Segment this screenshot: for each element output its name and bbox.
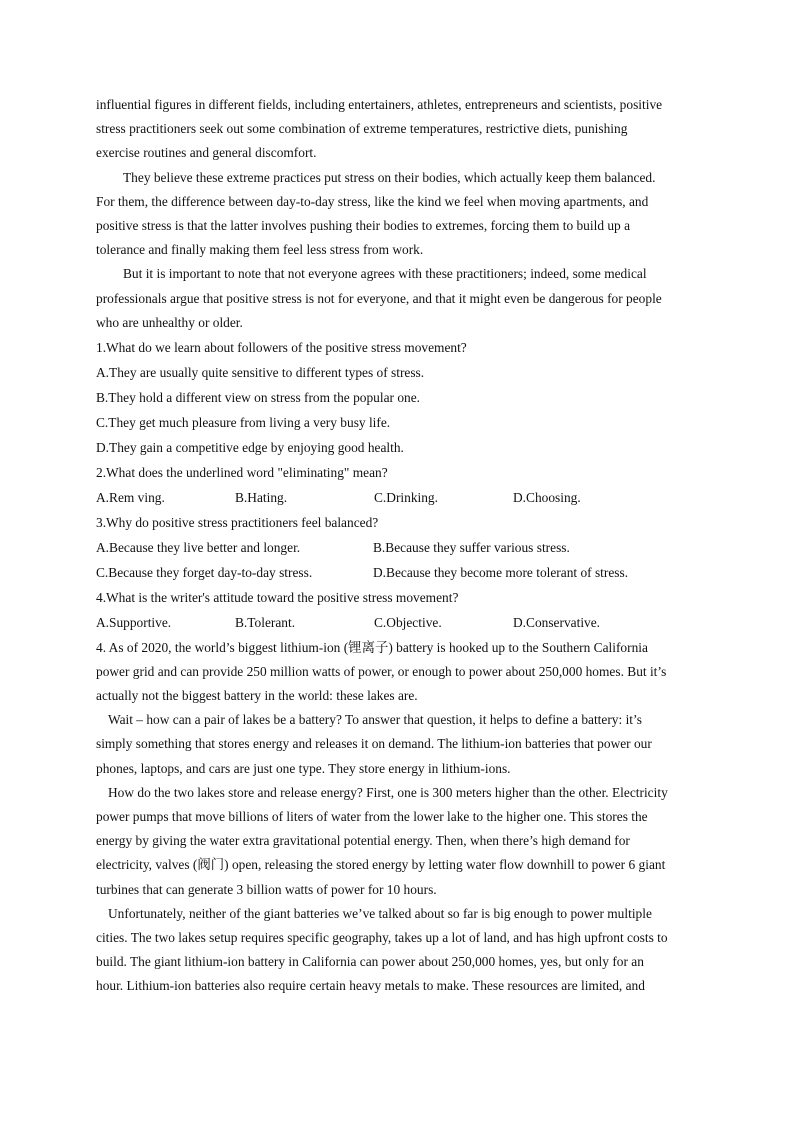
options-row [96, 610, 698, 635]
text-line: For them, the difference between day-to-day stress, like the kind we feel when moving apartments, and [96, 193, 649, 209]
text-line: simply something that stores energy and releases it on demand. The lithium-ion batteries that power our [96, 736, 652, 752]
text-line: actually not the biggest battery in the world: these lakes are. [96, 688, 418, 703]
paragraph [96, 166, 698, 190]
text-line: influential figures in different fields, including entertainers, athletes, entrepreneurs and scientists, positive [96, 97, 663, 112]
answer-option: C.Objective. [374, 615, 442, 631]
text-line: professionals argue that positive stress is not for everyone, and that it might even be dangerous for people [96, 290, 662, 306]
answer-option: A.Because they live better and longer. [96, 540, 301, 556]
paragraph [96, 190, 698, 263]
text-line: Wait – how can a pair of lakes be a battery? To answer that question, it helps to define a battery: it’s [108, 712, 642, 728]
text-line: phones, laptops, and cars are just one type. They store energy in lithium-ions. [96, 760, 511, 776]
question-stem: 1.What do we learn about followers of the positive stress movement? [96, 339, 467, 355]
text-line: stress practitioners seek out some combination of extreme temperatures, restrictive diets, punishing [96, 121, 628, 137]
text-line: power pumps that move billions of liters of water from the lower lake to the higher one. This stores the [96, 808, 648, 824]
answer-option: C.Because they forget day-to-day stress. [96, 565, 313, 581]
answer-option: A.Rem ving. [96, 489, 165, 505]
question-1 [96, 335, 698, 460]
document-page [96, 93, 698, 998]
text-line: tolerance and finally making them feel less stress from work. [96, 242, 424, 258]
answer-option: C.Drinking. [374, 489, 438, 505]
options-row [96, 535, 698, 560]
text-line: 4. As of 2020, the world’s biggest lithium-ion (锂离子) battery is hooked up to the Southern California [96, 639, 648, 655]
text-line: energy by giving the water extra gravitational potential energy. Then, when there’s high demand for [96, 833, 630, 849]
text-line: build. The giant lithium-ion battery in California can power about 250,000 homes, yes, but only for an [96, 954, 644, 970]
text-line: electricity, valves (阀门) open, releasing the stored energy by letting water flow downhill to power 6 giant [96, 857, 666, 873]
text-line: They believe these extreme practices put stress on their bodies, which actually keep them balanced. [123, 169, 656, 185]
text-line: How do the two lakes store and release energy? First, one is 300 meters higher than the other. Electricity [108, 784, 668, 800]
question-stem: 3.Why do positive stress practitioners feel balanced? [96, 515, 379, 531]
answer-option: B.Because they suffer various stress. [373, 540, 570, 556]
passage-2 [96, 636, 698, 999]
question-stem: 2.What does the underlined word "eliminating" mean? [96, 464, 388, 480]
paragraph [96, 93, 698, 166]
paragraph [96, 781, 698, 902]
answer-option: D.Conservative. [513, 615, 601, 631]
answer-option: A.They are usually quite sensitive to different types of stress. [96, 364, 425, 380]
text-line: turbines that can generate 3 billion watts of power for 10 hours. [96, 881, 437, 897]
answer-option: C.They get much pleasure from living a very busy life. [96, 414, 391, 430]
text-line: hour. Lithium-ion batteries also require certain heavy metals to make. These resources are limited, and [96, 978, 645, 994]
options-row [96, 485, 698, 510]
answer-option: B.Hating. [235, 489, 288, 505]
options-row [96, 560, 698, 585]
question-2 [96, 460, 698, 510]
question-3 [96, 510, 698, 585]
question-stem: 4.What is the writer's attitude toward the positive stress movement? [96, 590, 459, 606]
text-line: Unfortunately, neither of the giant batteries we’ve talked about so far is big enough to power multiple [108, 905, 652, 921]
paragraph [96, 262, 698, 335]
paragraph [96, 708, 698, 781]
answer-option: D.Because they become more tolerant of stress. [373, 565, 629, 581]
answer-option: B.Tolerant. [235, 615, 296, 631]
answer-option: D.They gain a competitive edge by enjoying good health. [96, 439, 404, 455]
paragraph [96, 636, 698, 709]
answer-option: A.Supportive. [96, 615, 172, 631]
answer-option: D.Choosing. [513, 489, 581, 505]
passage-1 [96, 93, 698, 335]
text-line: positive stress is that the latter involves pushing their bodies to extremes, forcing them to build up a [96, 217, 631, 233]
question-4 [96, 585, 698, 635]
text-line: exercise routines and general discomfort. [96, 145, 317, 161]
text-line: cities. The two lakes setup requires specific geography, takes up a lot of land, and has high upfront costs to [96, 929, 668, 945]
text-line: But it is important to note that not everyone agrees with these practitioners; indeed, some medical [123, 266, 647, 282]
text-line: who are unhealthy or older. [96, 314, 243, 330]
text-line: power grid and can provide 250 million watts of power, or enough to power about 250,000 homes. But it’s [96, 663, 667, 679]
answer-option: B.They hold a different view on stress from the popular one. [96, 389, 421, 405]
paragraph [96, 902, 698, 999]
